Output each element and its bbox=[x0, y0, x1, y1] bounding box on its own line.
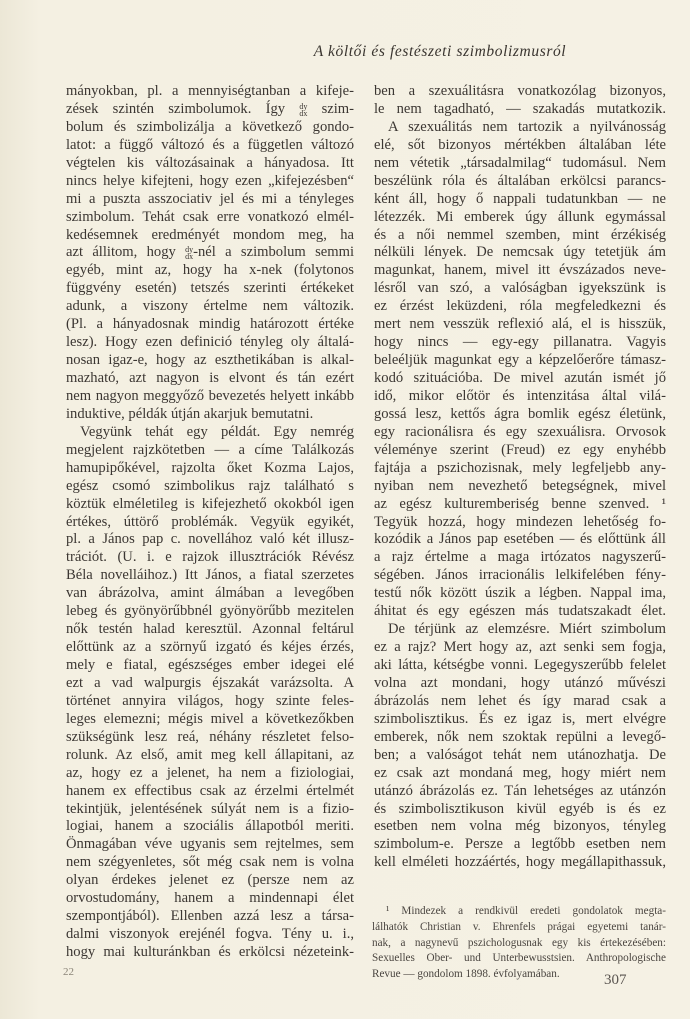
text-line: ezt a vad walpurgis éjszakát varázsolta. A bbox=[66, 674, 354, 691]
text-line: hanem ex effectibus csak az érzelmi értelmét bbox=[66, 782, 354, 799]
text-line: Önmagában véve ugyanis sem rejtelmes, sem bbox=[66, 836, 354, 853]
text-line: nem nagyon meggyőző bevezetés helyett inkább bbox=[66, 387, 354, 404]
text-line: kedésemnek eredményét mondom meg, ha bbox=[66, 226, 354, 243]
text-line: emberek, nők nem szoktak repülni a levegő- bbox=[374, 728, 666, 745]
text-line: fajtája a pszichozisnak, mely legfeljebb any- bbox=[374, 459, 666, 476]
text-line: nélküli lények. De nemcsak úgy tetetjük ám bbox=[374, 244, 666, 261]
text-line: lebeg és gyönyörűbbnél gyönyörűbb mezitelen bbox=[66, 603, 354, 620]
text-line: és a női nemmel szemben, mint érzékiség bbox=[374, 226, 666, 243]
text-line: ¹ Mindezek a rendkivül eredeti gondolatok megta- bbox=[386, 905, 666, 917]
text-line: De térjünk az elemzésre. Miért szimbolum bbox=[388, 621, 666, 638]
text-line: szimbolum. Tehát csak erre vonatkozó elmél- bbox=[66, 208, 354, 225]
signature-mark: 22 bbox=[63, 966, 74, 978]
text-line: leges elemezni; mégis mivel a következőkben bbox=[66, 710, 354, 727]
text-line: ben; a valóságot tehát nem utánozhatja. De bbox=[374, 746, 666, 763]
text-line: lésről van szó, a valóságban igyekszünk is bbox=[374, 280, 666, 297]
text-line: trációt. (U. i. e rajzok illusztrációk Révész bbox=[66, 549, 354, 566]
text-line: tekintjük, jelentésének súlyát nem is a fizio- bbox=[66, 800, 354, 817]
text-line: az egész kulturemberiség benne szenved. ¹ bbox=[374, 495, 666, 512]
text-line: pl. a János pap c. novellához való két illusz- bbox=[66, 531, 354, 548]
text-line: egy racionálisra és egy szexuálisra. Orvosok bbox=[374, 423, 666, 440]
text-line: nincs helye kifejteni, hogy ezen „kifejezésben“ bbox=[66, 172, 354, 189]
text-line: mi a puszta asszociativ jel és mi a tényleges bbox=[66, 190, 354, 207]
text-line: nosan igaz-e, hogy az eszthetikában is alkal- bbox=[66, 352, 354, 369]
text-line: beszélünk róla és általában erkölcsi parancs- bbox=[374, 172, 666, 189]
text-line: Vegyünk tehát egy példát. Egy nemrég bbox=[80, 423, 354, 440]
text-line: beleéljük magunkat egy a képzelőerőre támasz- bbox=[374, 352, 666, 369]
text-line: elé, sőt bizonyos mértékben általában léte bbox=[374, 136, 666, 153]
text-line: gossá lesz, kettős ágra bomlik egész életünk, bbox=[374, 405, 666, 422]
text-line: azt állitom, hogy dy dx-nél a szimbolum semmi bbox=[66, 244, 354, 262]
text-line: kell elméleti hozzáértés, hogy megállapithassuk, bbox=[374, 854, 666, 871]
text-line: nők testén halad keresztül. Azonnal feltárul bbox=[66, 621, 354, 638]
text-line: olyan érdekes jelenet ez (persze nem az bbox=[66, 872, 354, 889]
text-line: mert nem vesszük reflexió alá, el is hisszük, bbox=[374, 316, 666, 333]
text-line: magunkat, hanem, mivel itt évszázados neve- bbox=[374, 262, 666, 279]
text-line: adunk, a viszony értelme nem változik. bbox=[66, 298, 354, 315]
text-line: van ábrázolva, amint álmában a levegőben bbox=[66, 585, 354, 602]
text-line: induktive, példák útján akarjuk bemutatni. bbox=[66, 405, 314, 422]
text-line: és szimbolisztikuson kivül egyéb is és ez bbox=[374, 800, 666, 817]
text-line: előttünk az a szörnyű izgató és kéjes érzés, bbox=[66, 639, 354, 656]
derivative-fraction: dy dx bbox=[185, 245, 194, 262]
text-line: kozódik a János pap esetében — és előttünk áll bbox=[374, 531, 666, 548]
left-text-column bbox=[66, 83, 354, 962]
text-line: logiai, hanem a szociális állapotból meriti. bbox=[66, 818, 354, 835]
text-line: szimbolum-e. Persze a legtőbb esetben nem bbox=[374, 836, 666, 853]
text-line: nem vétetik „társadalmilag“ tudomásul. Nem bbox=[374, 154, 666, 171]
text-line: az, hogy ez a jelenet, ha nem a fiziologiai, bbox=[66, 764, 354, 781]
text-line: (Pl. a hányadosnak mindig határozott értéke bbox=[66, 316, 354, 333]
text-line: ez a rajz? Mert hogy az, azt senki sem fogja, bbox=[374, 639, 666, 656]
text-line: bolum és szimbolizálja a következő gondo- bbox=[66, 118, 354, 135]
text-line: idő, mikor előtör és intenzitása által vilá- bbox=[374, 387, 666, 404]
text-line: orvostudomány, hanem a mindennapi élet bbox=[66, 890, 354, 907]
text-line: szempontjából). Ellenben azzá lesz a társa- bbox=[66, 908, 354, 925]
text-line: Tegyük hozzá, hogy mindezen lehetőség fo- bbox=[374, 513, 666, 530]
text-line: szimbolisztikus. És ez igaz is, mert elvégre bbox=[374, 710, 666, 727]
text-line: Béla novelláihoz.) Itt János, a fiatal szerzetes bbox=[66, 567, 354, 584]
text-line: le nem tagadható, — szakadás mutatkozik. bbox=[374, 100, 666, 117]
text-line: hogy nincs — egy-egy pillanatra. Vagyis bbox=[374, 334, 666, 351]
text-line: zések szintén szimbolumok. Így dy dx szim- bbox=[66, 100, 354, 118]
text-line: mazható, azt nagyon is elvont és tán ezért bbox=[66, 370, 354, 386]
text-line: hogy mai kulturánkban és erkölcsi nézeteink- bbox=[66, 944, 354, 960]
derivative-fraction: dy dx bbox=[299, 101, 308, 118]
text-line: ez érzést leküzdeni, róla megfeledkezni és bbox=[374, 298, 666, 315]
text-line: latot: a függő változó és a független változó bbox=[66, 136, 354, 153]
text-line: véleménye szerint (Freud) ez egy enyhébb bbox=[374, 441, 666, 458]
text-line: hamupipőkével, rajzolta őket Kozma Lajos, bbox=[66, 459, 354, 476]
text-line: Revue — gondolom 1898. évfolyamában. bbox=[372, 968, 560, 981]
text-line: ábrázolás nem lehet és így marad csak a bbox=[374, 692, 666, 709]
text-line: ez csak azt mondaná meg, hogy miért nem bbox=[374, 764, 666, 781]
text-line: aki látta, kétségbe vonni. Legegyszerűbb felelet bbox=[374, 657, 666, 673]
text-line: volna azt mondani, hogy utánzó művészi bbox=[374, 674, 666, 691]
text-line: mányokban, pl. a mennyiségtanban a kifeje- bbox=[66, 83, 354, 99]
text-line: utánzó ábrázolás ez. Tán lehetséges az utánzón bbox=[374, 782, 666, 799]
running-head: A költői és festészeti szimbolizmusról bbox=[313, 43, 567, 60]
text-line: köztük elméletileg is kifejezhető okokból igen bbox=[66, 495, 354, 512]
text-line: nyiban nem nevezhető betegségnek, mivel bbox=[374, 477, 666, 494]
text-line: mely e fiatal, egészséges ember idegei elé bbox=[66, 657, 354, 673]
text-line: A szexuálitás nem tartozik a nyilvánosság bbox=[388, 118, 666, 135]
text-line: dalmi viszonyok erejénél fogva. Tény u. i., bbox=[66, 926, 354, 943]
text-line: lesz). Hogy ezen definició tényleg oly általá- bbox=[66, 334, 354, 351]
text-line: szükségünk lesz reá, néhány részletet felso- bbox=[66, 728, 354, 745]
text-line: lálhatók Christian v. Ehrenfels prágai egyetemi tanár- bbox=[372, 920, 666, 933]
text-line: ben a szexuálitásra vonatkozólag bizonyos, bbox=[374, 83, 666, 99]
text-line: rolunk. Az első, amit meg kell állapitani, az bbox=[66, 746, 354, 763]
text-line: testű nők között úszik a légben. Nappal ima, bbox=[374, 585, 666, 602]
text-line: a rajz értelme a maga irtózatos nagyszerű- bbox=[374, 549, 666, 566]
text-line: ségében. János irracionális lelkifelében fény- bbox=[374, 567, 666, 584]
text-line: egész csomó szimbolikus rajz található s bbox=[66, 477, 354, 494]
text-line: esetben nem volna még bizonyos, tényleg bbox=[374, 818, 666, 835]
text-line: egyéb, mint az, hogy ha x-nek (folytonos bbox=[66, 262, 354, 279]
page-number: 307 bbox=[604, 972, 627, 988]
text-line: megjelent rajzkötetben — a címe Találkozás bbox=[66, 441, 354, 458]
text-line: nem szégyenletes, sőt még csak nem is volna bbox=[66, 854, 354, 871]
text-line: történet annyira világos, hogy szinte feles- bbox=[66, 692, 354, 709]
text-line: áhitat és egy egészen más tudatszakadt élet. bbox=[374, 603, 666, 620]
text-line: kodó szituációba. De mivel azután ismét jő bbox=[374, 370, 666, 386]
text-line: függvény esetén) tetszés szerinti értékeket bbox=[66, 280, 354, 297]
text-line: végtelen kis változásainak a hányadosa. Itt bbox=[66, 154, 354, 171]
text-line: létezzék. Mi emberek úgy állunk egymással bbox=[374, 208, 666, 225]
text-line: ként áll, hogy ő nappali tudatunkban — ne bbox=[374, 190, 666, 207]
text-line: értékes, úttörő problémák. Vegyük egyikét, bbox=[66, 513, 354, 530]
text-line: nak, a nagynevű pszichologusnak egy kis értekezésében: bbox=[372, 936, 666, 949]
text-line: Sexuelles Ober- und Unterbewusstsien. Anthropologische bbox=[372, 952, 666, 965]
right-text-column bbox=[374, 83, 666, 872]
